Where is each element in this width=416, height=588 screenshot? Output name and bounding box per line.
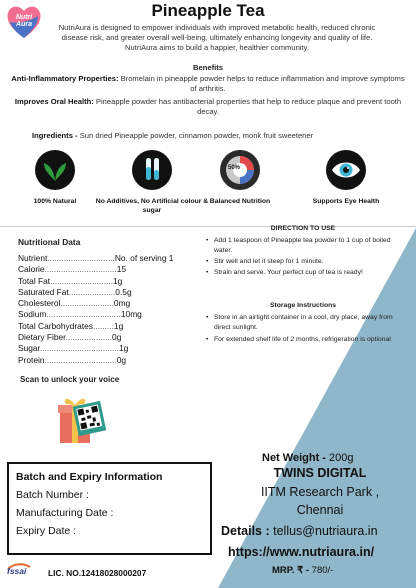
product-title: Pineapple Tea [151, 1, 265, 20]
direction-item: • Add 1 teaspoon of Pineapple tea powder to 1 cup of boiled water. [205, 236, 401, 255]
leaf-icon [35, 150, 75, 190]
nutrition-row [18, 321, 194, 332]
nutrient-name: Total Fat [18, 275, 51, 286]
dot-leader: ......... [92, 320, 114, 331]
mrp-label: MRP. ₹ - [272, 565, 310, 576]
nutrient-value: 0mg [113, 298, 131, 309]
dot-leader: .................................. [39, 343, 120, 354]
nutrient-name: Protein [18, 354, 45, 365]
nutrition-row [18, 276, 194, 287]
qr-gift-icon[interactable] [58, 393, 108, 445]
nutrition-heading: Nutritional Data [18, 237, 81, 247]
benefit-label: Improves Oral Health: [14, 97, 94, 106]
manufacturing-date-label: Manufacturing Date : [16, 507, 114, 519]
net-weight [262, 452, 354, 464]
benefit-oral-health [8, 97, 408, 117]
nutrition-row [18, 343, 194, 354]
batch-number-label: Batch Number : [16, 489, 89, 501]
nutrition-row [18, 264, 194, 275]
logo-text-line2: Aura [16, 21, 32, 28]
dot-leader: ............................... [44, 264, 117, 275]
company-name: TWINS DIGITAL [273, 466, 367, 480]
contact-details [221, 524, 378, 538]
contact-email[interactable]: tellus@nutriaura.in [273, 524, 378, 538]
dot-leader: .................... [68, 286, 116, 297]
batch-expiry-box [7, 462, 212, 555]
eye-icon [326, 150, 366, 190]
direction-item: • Stir well and let it steep for 1 minute. [205, 257, 401, 267]
mrp-value: 780/- [311, 565, 334, 576]
storage-list [205, 313, 401, 348]
pie-chart-badge: 50% [228, 165, 241, 171]
feature-eye-health [284, 150, 408, 206]
address-line1: IITM Research Park , [260, 485, 380, 499]
nutrition-row [18, 355, 194, 366]
nutrient-value: 0.5g [115, 286, 132, 297]
nutrient-value: 1g [119, 343, 129, 354]
storage-item: • Store in an airtight container in a cool, dry place, away from direct sunlight. [205, 313, 401, 332]
nutrition-table [18, 253, 194, 366]
nutrient-name: Saturated Fat [18, 286, 69, 297]
nutrient-name: Total Carbohydrates [18, 320, 93, 331]
dot-leader: ....................... [60, 298, 114, 309]
ingredients-label: Ingredients - [32, 131, 78, 140]
direction-item: • Strain and serve. Your perfect cup of tea is ready! [205, 268, 401, 278]
scan-label: Scan to unlock your voice [20, 375, 120, 384]
nutrient-name: Dietary Fiber [18, 332, 66, 343]
dot-leader: ........................... [50, 275, 113, 286]
nutrient-name: Nutrient [18, 253, 48, 263]
net-weight-value: 200g [329, 452, 354, 464]
feature-label: Balanced Nutrition [209, 198, 271, 205]
logo-text-line1: Nutri [15, 14, 33, 21]
feature-natural [5, 150, 105, 206]
nutrient-value: No. of serving 1 [114, 253, 174, 263]
batch-title: Batch and Expiry Information [16, 471, 163, 483]
feature-balanced-nutrition [190, 150, 290, 206]
nutrient-value: 10mg [120, 309, 142, 320]
nutrient-value: 0g [116, 354, 127, 365]
nutrition-row [18, 309, 194, 320]
benefit-text: Pineapple powder has antibacterial properties that help to reduce plaque and prevent tooth decay. [95, 97, 402, 116]
benefit-anti-inflammatory [8, 74, 408, 94]
fssai-logo-text: fssai [7, 566, 27, 576]
dot-leader: .................... [65, 332, 113, 343]
benefit-text: Bromelain in pineapple powder helps to reduce inflammation and improve symptoms of arthritis. [120, 74, 405, 93]
nutrition-row [18, 253, 194, 264]
net-weight-label: Net Weight - [262, 452, 326, 464]
benefit-label: Anti-Inflammatory Properties: [11, 74, 119, 83]
nutrient-value: 1g [112, 275, 123, 286]
intro-paragraph: NutriAura is designed to empower individuals with improved metabolic health, reduced chronic disease risk, and greater overall well-being, ultimately enhancing longevity and quality of life. NutriAura aims to build a happier, healthier community. [58, 23, 376, 52]
dot-leader: ............................... [44, 354, 117, 365]
dot-leader: ................................ [46, 309, 121, 320]
feature-label: No Additives, No Artificial colour & sugar [95, 198, 209, 214]
directions-heading: DIRECTION TO USE [270, 225, 336, 232]
dot-leader: ............................. [47, 253, 115, 263]
nutrient-name: Calorie [18, 264, 45, 275]
nutrition-row [18, 298, 194, 309]
nutrient-value: 1g [113, 320, 124, 331]
nutrient-name: Cholesterol [18, 298, 61, 309]
test-tube-icon [132, 150, 172, 190]
ingredients-text: Sun dried Pineapple powder, cinnamon powder, monk fruit sweetener [79, 131, 314, 140]
nutrition-row [18, 332, 194, 343]
directions-list [205, 236, 401, 279]
storage-item: • For extended shelf life of 2 months, refrigeration is optional [205, 335, 401, 345]
nutrient-value: 0g [112, 332, 122, 343]
expiry-date-label: Expiry Date : [16, 525, 77, 537]
storage-heading: Storage Instructions [269, 302, 337, 309]
nutrition-row [18, 287, 194, 298]
benefits-heading: Benefits [193, 63, 223, 72]
nutrient-name: Sugar [18, 343, 40, 354]
nutrient-name: Sodium [18, 309, 47, 320]
website-link[interactable]: https://www.nutriaura.in/ [228, 545, 375, 559]
address-line2: Chennai [296, 503, 344, 517]
license-number: LIC. NO.12418028000207 [48, 568, 147, 578]
nutrient-value: 15 [116, 264, 127, 275]
feature-label: 100% Natural [33, 198, 77, 205]
details-label: Details : [221, 524, 270, 538]
feature-label: Supports Eye Health [312, 198, 380, 205]
mrp [272, 565, 333, 576]
ingredients-line [32, 131, 406, 140]
